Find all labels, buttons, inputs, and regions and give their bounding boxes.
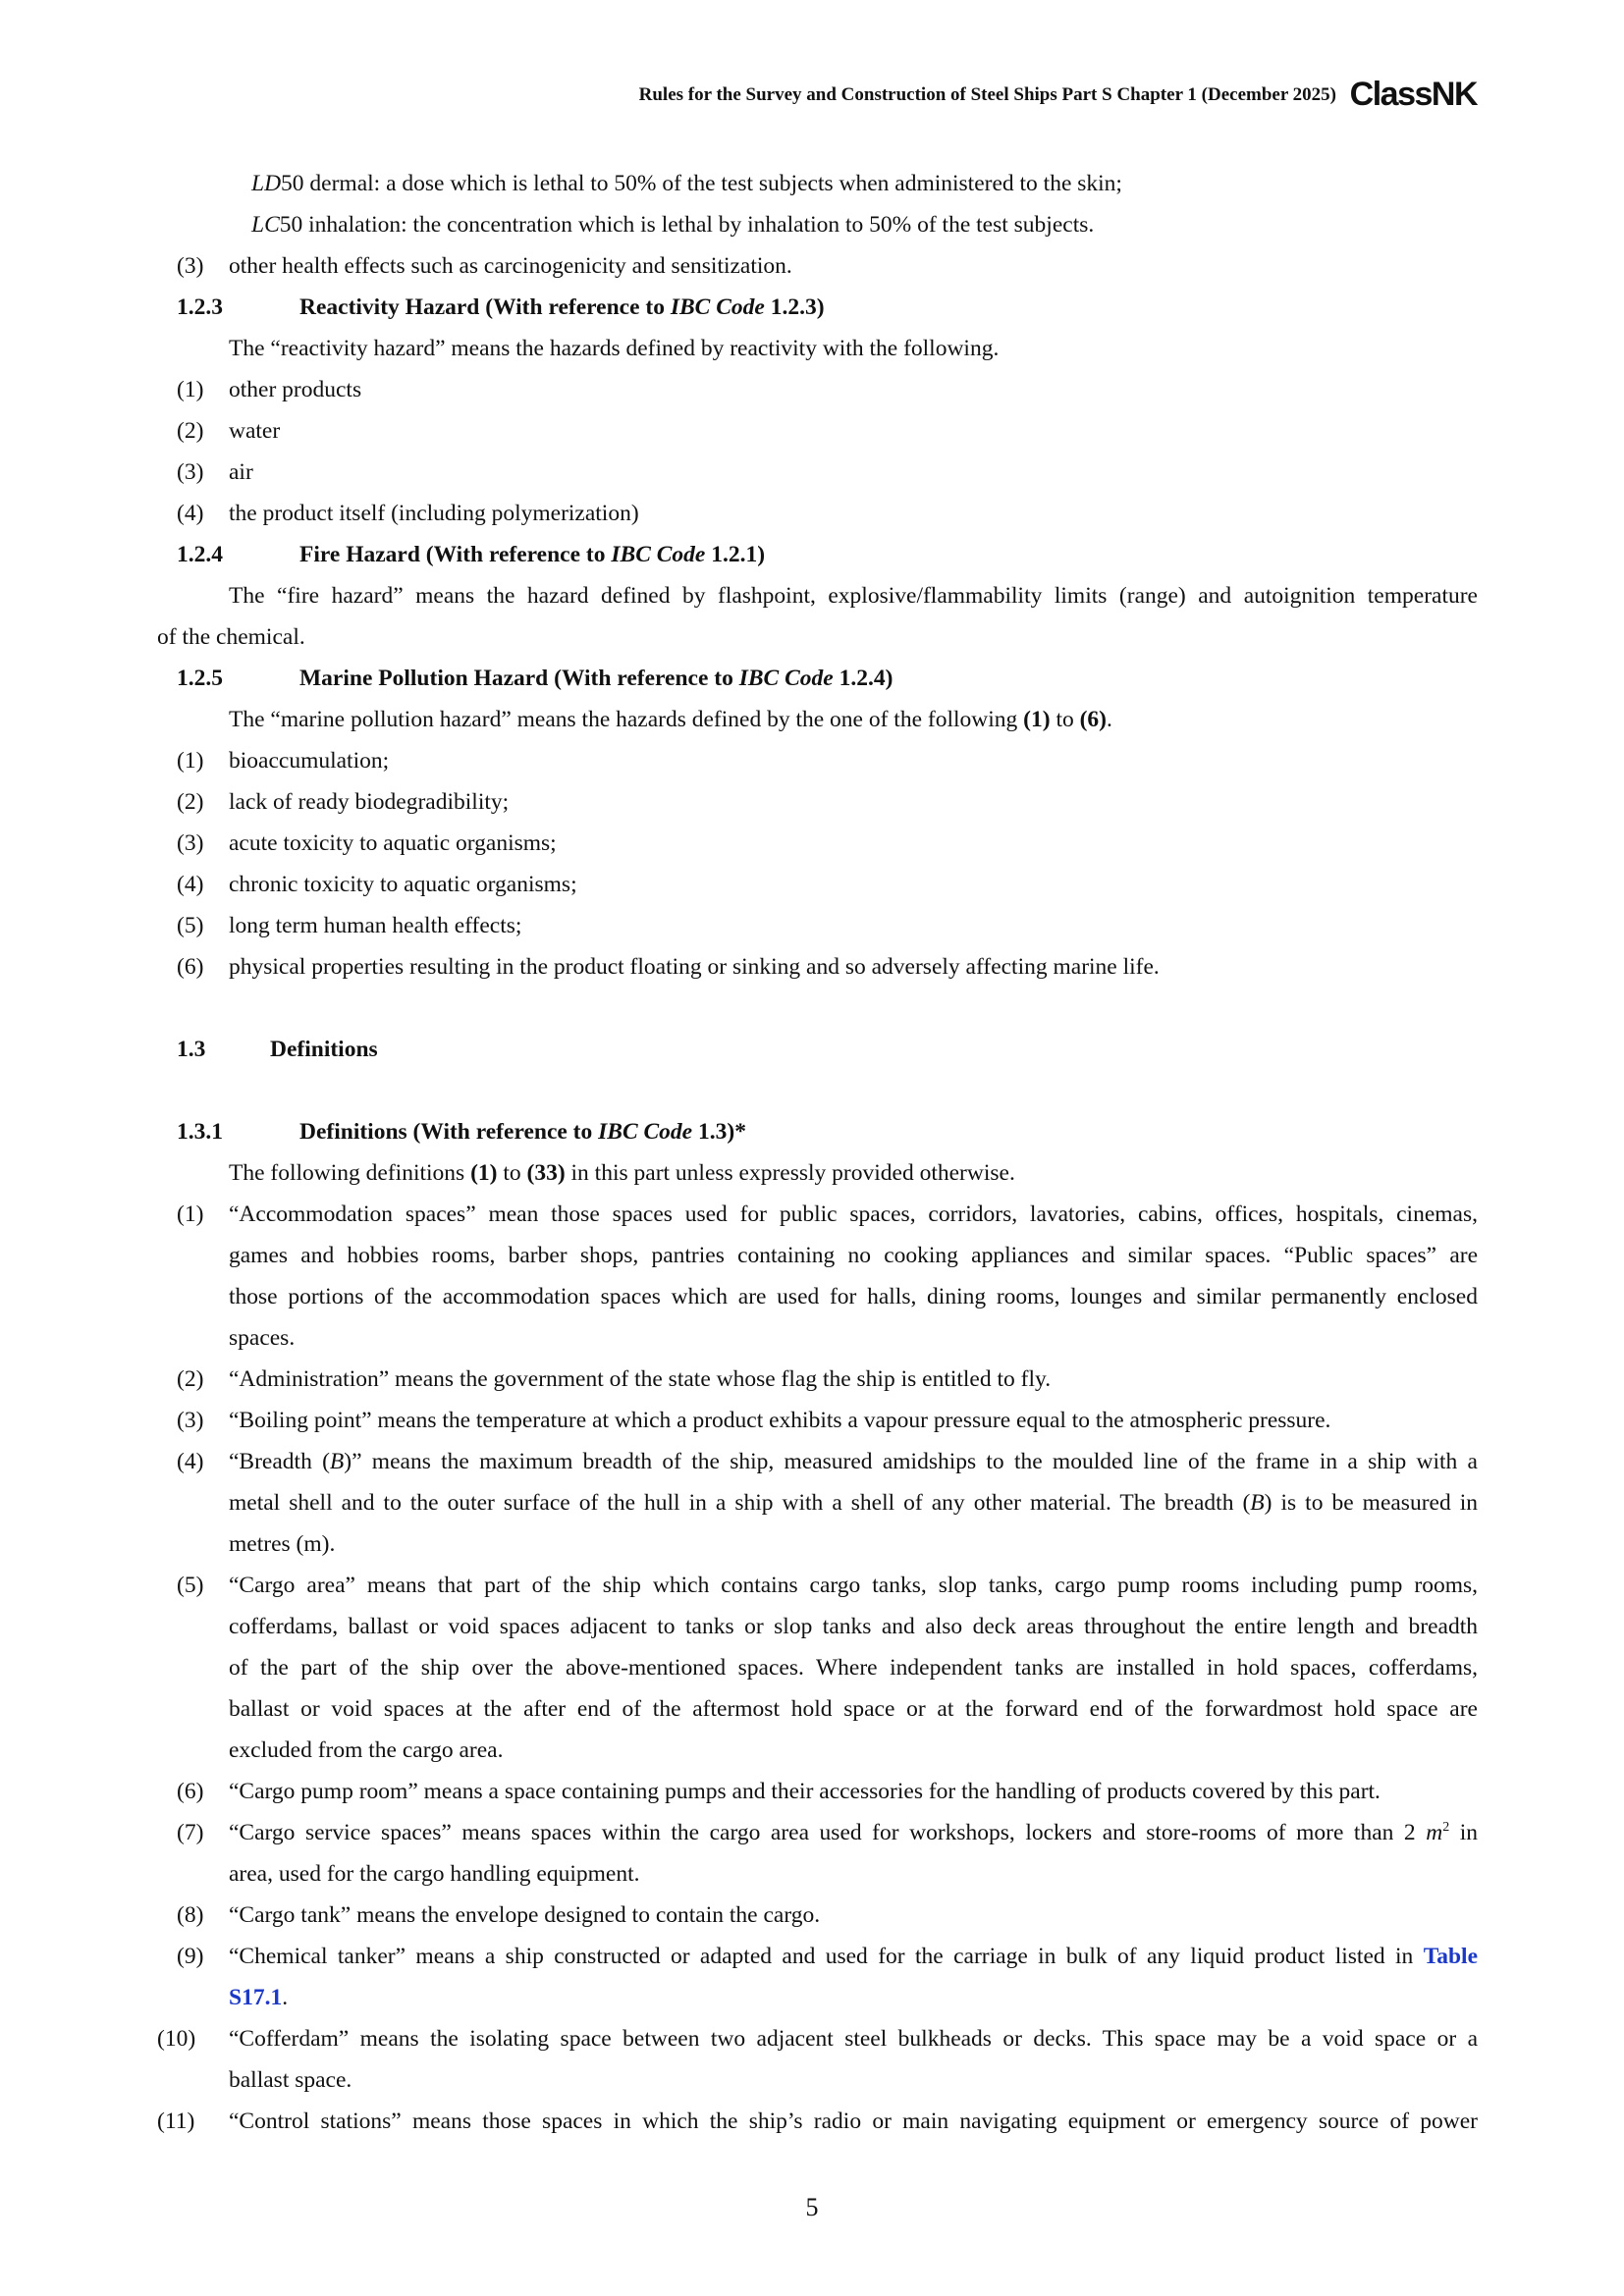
definition-continuation: S17.1. [229,1985,289,2010]
paragraph: The “marine pollution hazard” means the hazards defined by the one of the following (1) to (6). [229,707,1112,732]
list-item: (4) chronic toxicity to aquatic organisms; [177,872,577,897]
definition-item: (4) “Breadth (B)” means the maximum breadth of the ship, measured amidships to the moulded line of the frame in a ship with a [177,1449,1478,1474]
definition-item: (2) “Administration” means the government of the state whose flag the ship is entitled to fly. [177,1366,1052,1392]
page-content [157,163,1478,2142]
section-heading-1-2-5: 1.2.5 Marine Pollution Hazard (With reference to IBC Code 1.2.4) [177,666,893,691]
list-item: (1) other products [177,377,362,402]
definition-continuation: metres (m). [229,1531,336,1557]
ld50-definition: LD50 dermal: a dose which is lethal to 50% of the test subjects when administered to the skin; [251,171,1122,196]
header-title: Rules for the Survey and Construction of Steel Ships Part S Chapter 1 (December 2025) [638,84,1336,105]
list-item: (6) physical properties resulting in the product floating or sinking and so adversely affecting marine life. [177,954,1160,980]
definition-item: (1) “Accommodation spaces” mean those spaces used for public spaces, corridors, lavatories, cabins, offices, hospitals, cinemas, [177,1201,1478,1227]
definition-continuation: excluded from the cargo area. [229,1737,504,1763]
classnk-logo: ClassNK [1349,76,1477,113]
definition-item: (10) “Cofferdam” means the isolating space between two adjacent steel bulkheads or decks. This space may be a void space or a [157,2026,1478,2052]
definition-item: (9) “Chemical tanker” means a ship constructed or adapted and used for the carriage in bulk of any liquid product listed in Table [177,1944,1478,1969]
definition-continuation: cofferdams, ballast or void spaces adjacent to tanks or slop tanks and also deck areas throughout the entire length and breadth [229,1614,1478,1639]
paragraph-continuation: of the chemical. [157,624,305,650]
paragraph: The “fire hazard” means the hazard defined by flashpoint, explosive/flammability limits (range) and autoignition temperature [229,583,1478,609]
page-header [157,75,1477,114]
section-heading-1-3-1: 1.3.1 Definitions (With reference to IBC Code 1.3)* [177,1119,746,1145]
definition-continuation: area, used for the cargo handling equipment. [229,1861,640,1887]
definition-continuation: ballast or void spaces at the after end of the aftermost hold space or at the forward end of the forwardmost hold space are [229,1696,1478,1722]
definition-continuation: metal shell and to the outer surface of the hull in a ship with a shell of any other material. The breadth (B) is to be measured in [229,1490,1478,1516]
table-s17-1-link[interactable]: S17.1 [229,1985,283,2010]
paragraph: The following definitions (1) to (33) in this part unless expressly provided otherwise. [229,1160,1015,1186]
section-heading-1-2-3: 1.2.3 Reactivity Hazard (With reference to IBC Code 1.2.3) [177,294,825,320]
definition-item: (11) “Control stations” means those spaces in which the ship’s radio or main navigating equipment or emergency source of power [157,2109,1478,2134]
definition-item: (3) “Boiling point” means the temperature at which a product exhibits a vapour pressure equal to the atmospheric pressure. [177,1408,1331,1433]
definition-item: (6) “Cargo pump room” means a space containing pumps and their accessories for the handling of products covered by this part. [177,1779,1380,1804]
definition-item: (8) “Cargo tank” means the envelope designed to contain the cargo. [177,1902,821,1928]
definition-continuation: games and hobbies rooms, barber shops, pantries containing no cooking appliances and similar spaces. “Public spaces” are [229,1243,1478,1268]
paragraph: The “reactivity hazard” means the hazards defined by reactivity with the following. [229,336,1000,361]
definition-continuation: those portions of the accommodation spaces which are used for halls, dining rooms, lounges and similar permanently enclosed [229,1284,1478,1309]
page-number: 5 [805,2193,819,2221]
list-item: (2) water [177,418,281,444]
list-item: (3) air [177,459,253,485]
list-item: (4) the product itself (including polymerization) [177,501,639,526]
definition-item: (5) “Cargo area” means that part of the ship which contains cargo tanks, slop tanks, cargo pump rooms including pump rooms, [177,1573,1478,1598]
definition-item: (7) “Cargo service spaces” means spaces within the cargo area used for workshops, lockers and store-rooms of more than 2 $m^2$ in [177,1820,1478,1845]
list-item: (2) lack of ready biodegradibility; [177,789,510,815]
section-heading-1-2-4: 1.2.4 Fire Hazard (With reference to IBC Code 1.2.1) [177,542,766,567]
lc50-definition: LC50 inhalation: the concentration which is lethal by inhalation to 50% of the test subjects. [251,212,1095,238]
list-item: (3) acute toxicity to aquatic organisms; [177,830,557,856]
list-item: (3) other health effects such as carcinogenicity and sensitization. [177,253,792,279]
list-item: (5) long term human health effects; [177,913,522,938]
definition-continuation: spaces. [229,1325,296,1351]
table-s17-1-link[interactable]: Table [1423,1944,1478,1969]
spacer [157,988,1478,1029]
spacer [157,1070,1478,1111]
section-heading-1-3: 1.3 Definitions [177,1037,378,1062]
list-item: (1) bioaccumulation; [177,748,390,774]
definition-continuation: of the part of the ship over the above-mentioned spaces. Where independent tanks are installed in hold spaces, cofferdams, [229,1655,1478,1681]
definition-continuation: ballast space. [229,2067,352,2093]
